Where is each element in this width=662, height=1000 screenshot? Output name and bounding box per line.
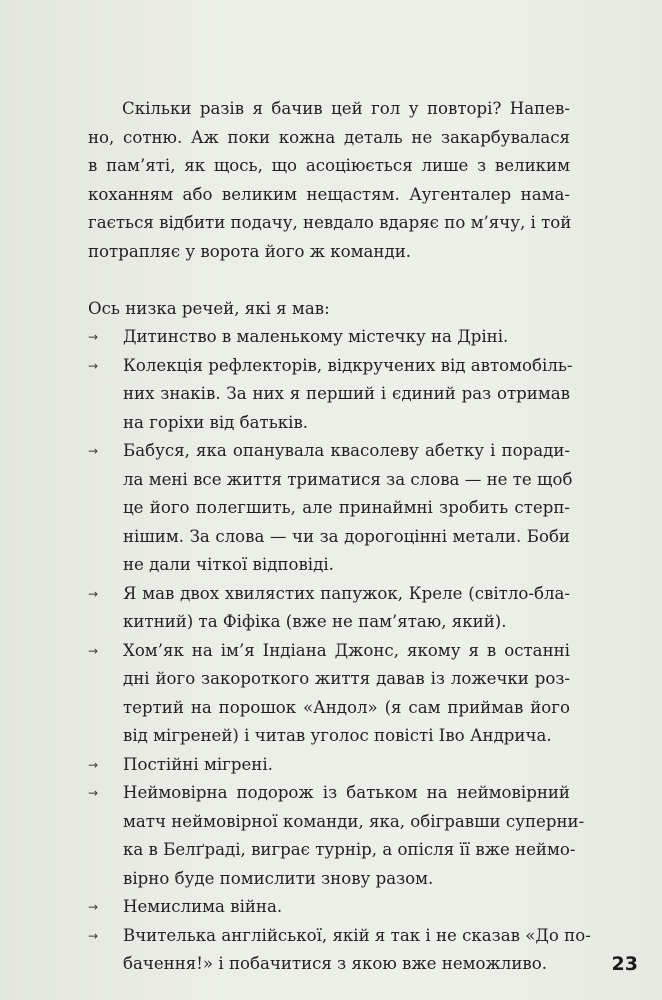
list-item-line: Дитинство в маленькому містечку на Дріні. xyxy=(123,327,509,346)
arrow-icon: → xyxy=(88,928,99,943)
paragraph-line: в пам’яті, як щось, що асоціюється лише з великим xyxy=(88,156,570,175)
list-item-line: бачення!» і побачитися з якою вже неможливо. xyxy=(123,954,548,973)
paragraph-gap xyxy=(88,266,570,295)
list-item-line: вірно буде помислити знову разом. xyxy=(123,868,434,888)
list-item-line: ла мені все життя триматися за слова — не те щоб xyxy=(123,469,573,489)
paragraph-line: но, сотню. Аж поки кожна деталь не закарбувалася xyxy=(88,127,570,147)
opening-paragraph xyxy=(88,95,570,266)
list-item-line: не дали чіткої відповіді. xyxy=(123,555,334,574)
arrow-icon: → xyxy=(88,444,99,458)
arrow-icon: → xyxy=(88,757,99,772)
list-item-line: Бабуся, яка опанувала квасолеву абетку і поради- xyxy=(123,441,570,460)
list-item-line: Неймовірна подорож із батьком на неймовірний xyxy=(123,783,570,802)
list-item-line: від мігреней) і читав уголос повісті Іво Андрича. xyxy=(123,726,552,745)
list-item-line: Постійні мігрені. xyxy=(123,754,273,774)
list-item-line: тертий на порошок «Андол» (я сам приймав його xyxy=(123,697,570,717)
page-number: 23 xyxy=(611,953,638,975)
list-item xyxy=(88,580,570,637)
list-item-line: дні його закороткого життя давав із ложечки роз- xyxy=(123,669,570,688)
paragraph-line: коханням або великим нещастям. Аугенталер нама- xyxy=(88,184,570,204)
list-item-line: китний) та Фіфіка (вже не пам’ятаю, який). xyxy=(123,612,507,631)
list-item-line: Я мав двох хвилястих папужок, Креле (світло-бла- xyxy=(123,583,570,603)
list-item-line: Хом’як на ім’я Індіана Джонс, якому я в останні xyxy=(123,640,570,660)
arrow-icon: → xyxy=(88,900,99,914)
list-item-line: матч неймовірної команди, яка, обігравши суперни- xyxy=(123,811,585,831)
list-item xyxy=(88,922,591,979)
arrow-icon: → xyxy=(88,358,99,373)
list-item xyxy=(88,893,570,922)
list-item-line: Вчителька англійської, якій я так і не сказав «До по- xyxy=(123,925,591,945)
arrow-icon: → xyxy=(88,786,99,800)
list-item xyxy=(88,437,573,580)
list-item xyxy=(88,779,585,893)
list-item-line: ка в Белґраді, виграє турнір, а опісля її вже неймо- xyxy=(123,840,576,859)
paragraph-line: гається відбити подачу, невдало вдаряє по м’ячу, і той xyxy=(88,213,572,232)
text-block xyxy=(88,95,591,979)
list-item-line: нішим. За слова — чи за дорогоцінні метали. Боби xyxy=(123,526,570,546)
paragraph-line: Скільки разів я бачив цей гол у повторі? Напев- xyxy=(122,99,570,118)
arrow-icon: → xyxy=(88,330,99,344)
memories-list xyxy=(88,323,591,979)
list-item xyxy=(88,637,570,751)
list-item-line: це його полегшить, але принаймні зробить стерп- xyxy=(123,498,570,517)
arrow-icon: → xyxy=(88,586,99,601)
list-item-line: Колекція рефлекторів, відкручених від автомобіль- xyxy=(123,355,573,375)
list-item-line: Немислима війна. xyxy=(123,897,283,916)
paragraph-line: потрапляє у ворота його ж команди. xyxy=(88,241,412,261)
list-item xyxy=(88,352,573,438)
arrow-icon: → xyxy=(88,643,99,658)
list-intro: Ось низка речей, які я мав: xyxy=(88,298,330,318)
list-item xyxy=(88,751,570,780)
list-item-line: на горіхи від батьків. xyxy=(123,412,309,432)
list-item-line: них знаків. За них я перший і єдиний раз отримав xyxy=(123,384,570,403)
list-item xyxy=(88,323,570,352)
